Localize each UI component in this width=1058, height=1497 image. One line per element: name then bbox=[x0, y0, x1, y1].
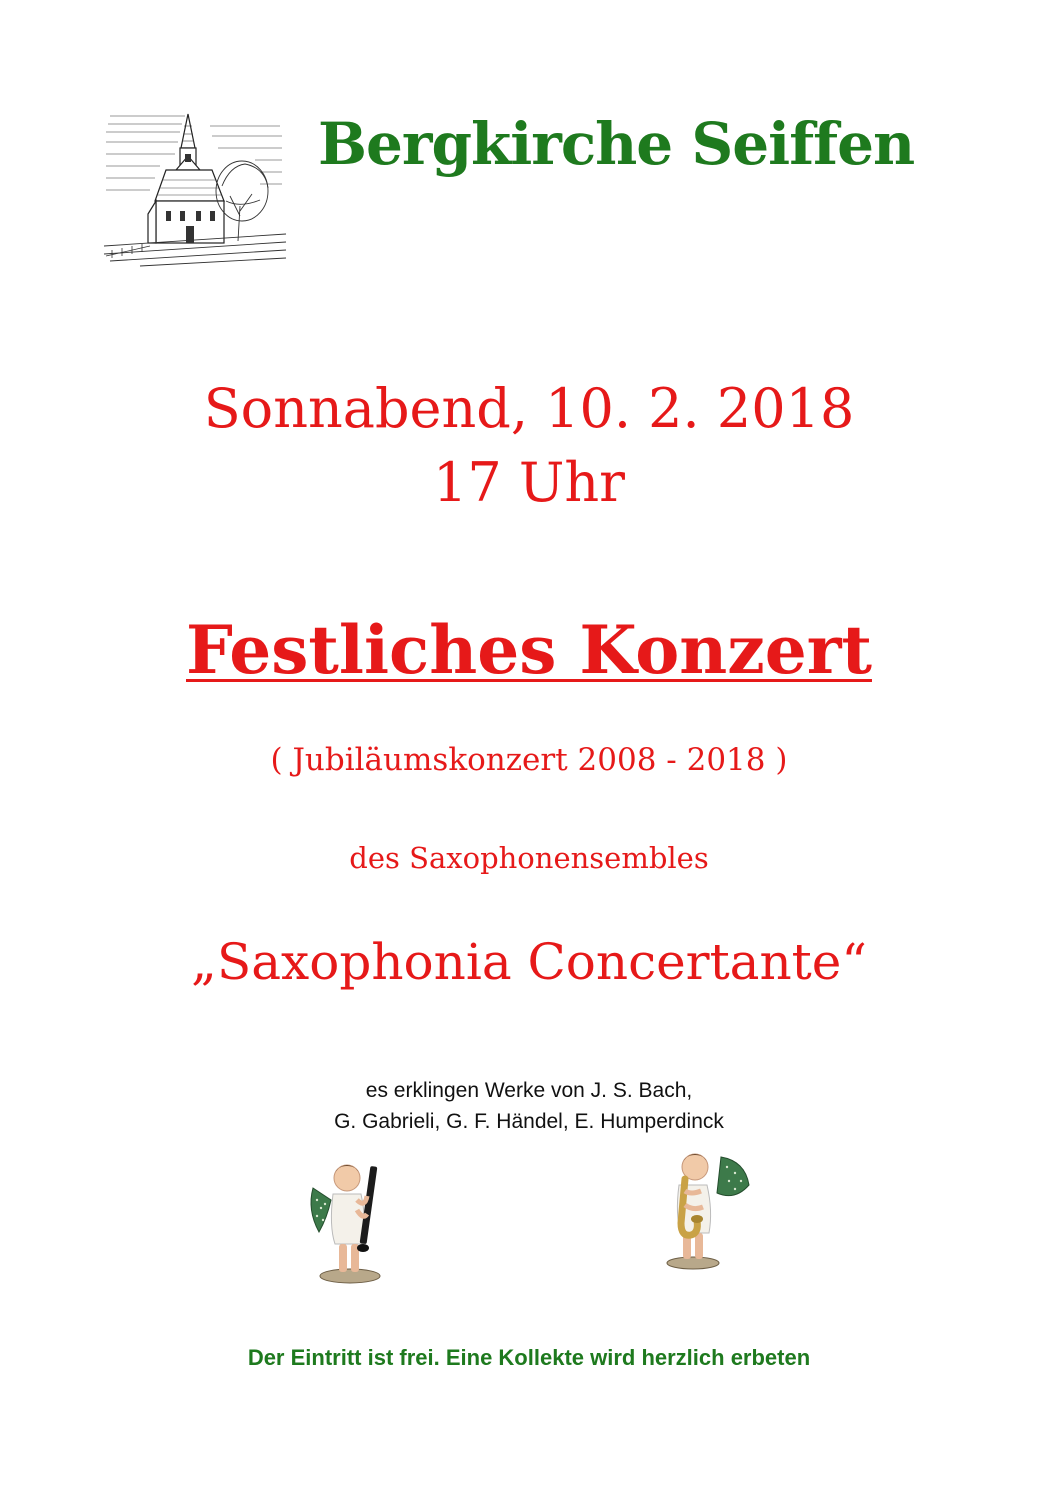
church-title: Bergkirche Seiffen bbox=[318, 110, 915, 178]
event-time: 17 Uhr bbox=[433, 451, 625, 514]
ensemble-name: „Saxophonia Concertante“ bbox=[191, 933, 867, 991]
program-line-1: es erklingen Werke von J. S. Bach, bbox=[365, 1079, 693, 1102]
concert-headline-text: Festliches Konzert bbox=[186, 611, 872, 689]
angel-with-saxophone-icon bbox=[655, 1145, 755, 1275]
program-line-2: G. Gabrieli, G. F. Händel, E. Humperdinck bbox=[334, 1110, 724, 1133]
angel-with-clarinet-icon bbox=[305, 1148, 405, 1288]
event-date: Sonnabend, 10. 2. 2018 bbox=[203, 377, 855, 440]
church-sketch-icon bbox=[100, 96, 290, 268]
jubilee-subtitle: ( Jubiläumskonzert 2008 - 2018 ) bbox=[270, 742, 788, 778]
program-text bbox=[0, 1075, 1058, 1137]
admission-note: Der Eintritt ist frei. Eine Kollekte wird herzlich erbeten bbox=[247, 1345, 811, 1370]
concert-headline bbox=[0, 610, 1058, 690]
ensemble-intro: des Saxophonensembles bbox=[349, 841, 709, 875]
